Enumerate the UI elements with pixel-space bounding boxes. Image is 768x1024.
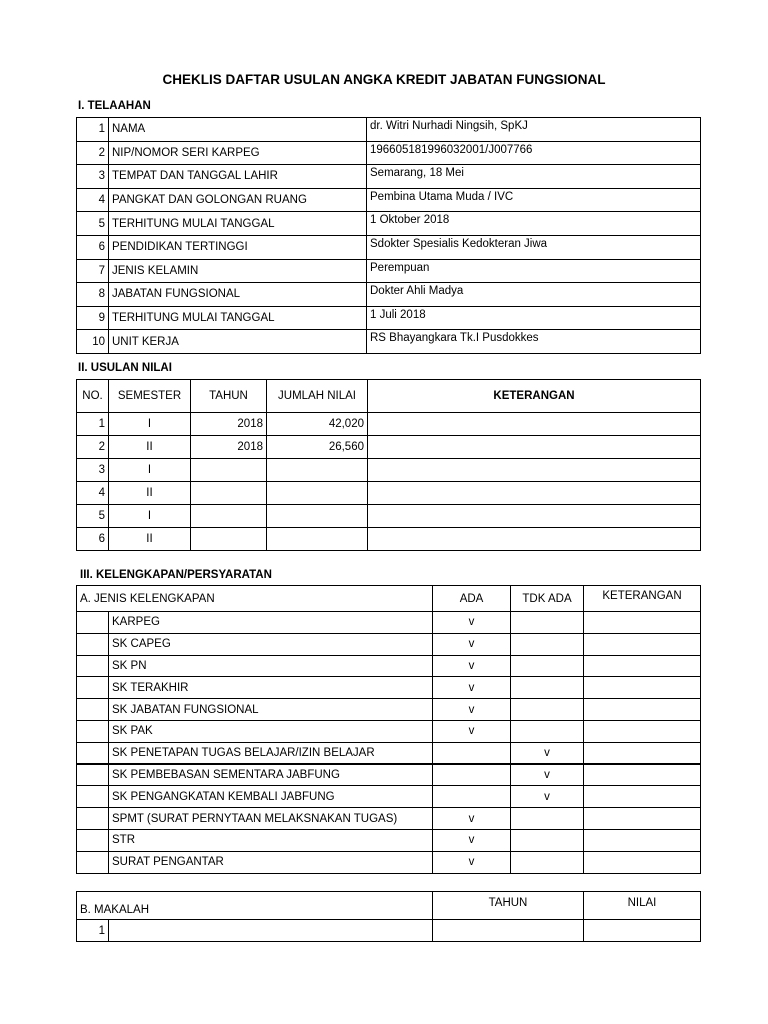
kelengkapan-row (77, 720, 701, 742)
ada-check (433, 764, 511, 786)
tdk-ada-check: v (511, 742, 584, 764)
tahun-cell (191, 459, 267, 482)
row-number: 5 (77, 212, 109, 236)
kelengkapan-name: SURAT PENGANTAR (109, 851, 433, 873)
usulan-row (77, 436, 701, 459)
ada-check: v (433, 699, 511, 721)
tdk-ada-check (511, 829, 584, 851)
makalah-header-row (77, 892, 701, 920)
tdk-ada-check: v (511, 764, 584, 786)
usulan-row (77, 528, 701, 551)
row-number: 3 (77, 459, 109, 482)
row-number: 2 (77, 141, 109, 165)
semester-cell: I (109, 413, 191, 436)
row-number: 3 (77, 165, 109, 189)
telaahan-row (77, 141, 701, 165)
keterangan-cell (584, 829, 701, 851)
kelengkapan-row (77, 851, 701, 873)
kelengkapan-name: SK CAPEG (109, 633, 433, 655)
keterangan-cell (368, 459, 701, 482)
ada-check: v (433, 808, 511, 830)
col-header-tahun: TAHUN (433, 892, 584, 920)
blank-cell (77, 742, 109, 764)
telaahan-row (77, 165, 701, 189)
row-number: 4 (77, 482, 109, 505)
keterangan-cell (368, 413, 701, 436)
row-number: 4 (77, 188, 109, 212)
tahun-cell: 2018 (191, 436, 267, 459)
semester-cell: II (109, 528, 191, 551)
makalah-judul (109, 920, 433, 942)
blank-cell (77, 786, 109, 808)
telaahan-table (76, 117, 701, 354)
ada-check: v (433, 677, 511, 699)
tdk-ada-check (511, 655, 584, 677)
col-header-tdk-ada: TDK ADA (511, 586, 584, 612)
jumlah-nilai-cell: 26,560 (267, 436, 368, 459)
field-value: Semarang, 18 Mei (367, 165, 701, 189)
tdk-ada-check (511, 699, 584, 721)
tahun-cell (191, 505, 267, 528)
field-label: TERHITUNG MULAI TANGGAL (109, 306, 367, 330)
col-header-jenis-kelengkapan: A. JENIS KELENGKAPAN (77, 586, 433, 612)
keterangan-cell (584, 699, 701, 721)
row-number: 5 (77, 505, 109, 528)
tdk-ada-check (511, 808, 584, 830)
kelengkapan-row (77, 699, 701, 721)
field-value: 1 Oktober 2018 (367, 212, 701, 236)
kelengkapan-table (76, 585, 701, 874)
keterangan-cell (584, 742, 701, 764)
kelengkapan-name: SK TERAKHIR (109, 677, 433, 699)
jumlah-nilai-cell (267, 505, 368, 528)
telaahan-row (77, 188, 701, 212)
ada-check: v (433, 829, 511, 851)
kelengkapan-row (77, 808, 701, 830)
section-usulan-heading: II. USULAN NILAI (78, 362, 172, 374)
tahun-cell (191, 482, 267, 505)
tdk-ada-check (511, 677, 584, 699)
kelengkapan-name: SK PENETAPAN TUGAS BELAJAR/IZIN BELAJAR (109, 742, 433, 764)
jumlah-nilai-cell (267, 528, 368, 551)
row-number: 9 (77, 306, 109, 330)
col-header-no: NO. (77, 380, 109, 413)
usulan-row (77, 459, 701, 482)
field-label: UNIT KERJA (109, 330, 367, 354)
kelengkapan-header-row (77, 586, 701, 612)
ada-check: v (433, 655, 511, 677)
row-number: 1 (77, 920, 109, 942)
field-value: Dokter Ahli Madya (367, 283, 701, 307)
field-value: Sdokter Spesialis Kedokteran Jiwa (367, 235, 701, 259)
keterangan-cell (584, 764, 701, 786)
col-header-jumlah-nilai: JUMLAH NILAI (267, 380, 368, 413)
kelengkapan-row (77, 677, 701, 699)
kelengkapan-name: SK PENGANGKATAN KEMBALI JABFUNG (109, 786, 433, 808)
col-header-keterangan: KETERANGAN (368, 380, 701, 413)
tdk-ada-check: v (511, 786, 584, 808)
keterangan-cell (584, 786, 701, 808)
row-number: 6 (77, 235, 109, 259)
usulan-table (76, 379, 701, 551)
tahun-cell (433, 920, 584, 942)
field-value: Perempuan (367, 259, 701, 283)
keterangan-cell (584, 851, 701, 873)
kelengkapan-name: SK PAK (109, 720, 433, 742)
usulan-row (77, 505, 701, 528)
col-header-semester: SEMESTER (109, 380, 191, 413)
keterangan-cell (584, 808, 701, 830)
kelengkapan-row (77, 764, 701, 786)
semester-cell: II (109, 436, 191, 459)
blank-cell (77, 699, 109, 721)
ada-check: v (433, 612, 511, 634)
field-label: TEMPAT DAN TANGGAL LAHIR (109, 165, 367, 189)
keterangan-cell (584, 612, 701, 634)
semester-cell: II (109, 482, 191, 505)
jumlah-nilai-cell: 42,020 (267, 413, 368, 436)
kelengkapan-row (77, 829, 701, 851)
keterangan-cell (584, 655, 701, 677)
kelengkapan-name: SK PEMBEBASAN SEMENTARA JABFUNG (109, 764, 433, 786)
usulan-row (77, 482, 701, 505)
kelengkapan-name: KARPEG (109, 612, 433, 634)
keterangan-cell (584, 720, 701, 742)
ada-check (433, 742, 511, 764)
blank-cell (77, 720, 109, 742)
blank-cell (77, 829, 109, 851)
tdk-ada-check (511, 633, 584, 655)
telaahan-row (77, 212, 701, 236)
telaahan-row (77, 118, 701, 142)
row-number: 6 (77, 528, 109, 551)
col-header-tahun: TAHUN (191, 380, 267, 413)
row-number: 7 (77, 259, 109, 283)
keterangan-cell (368, 482, 701, 505)
ada-check: v (433, 851, 511, 873)
telaahan-row (77, 330, 701, 354)
telaahan-row (77, 283, 701, 307)
blank-cell (77, 851, 109, 873)
kelengkapan-row (77, 633, 701, 655)
tdk-ada-check (511, 851, 584, 873)
field-value: 1 Juli 2018 (367, 306, 701, 330)
section-kelengkapan-heading: III. KELENGKAPAN/PERSYARATAN (80, 569, 272, 581)
kelengkapan-name: SPMT (SURAT PERNYTAAN MELAKSNAKAN TUGAS) (109, 808, 433, 830)
field-label: PENDIDIKAN TERTINGGI (109, 235, 367, 259)
blank-cell (77, 808, 109, 830)
blank-cell (77, 633, 109, 655)
kelengkapan-name: SK JABATAN FUNGSIONAL (109, 699, 433, 721)
row-number: 1 (77, 118, 109, 142)
page-title: CHEKLIS DAFTAR USULAN ANGKA KREDIT JABATAN FUNGSIONAL (162, 72, 606, 87)
row-number: 2 (77, 436, 109, 459)
tahun-cell: 2018 (191, 413, 267, 436)
col-header-nilai: NILAI (584, 892, 701, 920)
kelengkapan-row (77, 655, 701, 677)
row-number: 10 (77, 330, 109, 354)
blank-cell (77, 764, 109, 786)
blank-cell (77, 677, 109, 699)
ada-check: v (433, 633, 511, 655)
field-value: dr. Witri Nurhadi Ningsih, SpKJ (367, 118, 701, 142)
makalah-table (76, 891, 701, 942)
telaahan-row (77, 259, 701, 283)
blank-cell (77, 655, 109, 677)
field-value: 196605181996032001/J007766 (367, 141, 701, 165)
usulan-header-row (77, 380, 701, 413)
tdk-ada-check (511, 612, 584, 634)
keterangan-cell (368, 528, 701, 551)
kelengkapan-row (77, 786, 701, 808)
jumlah-nilai-cell (267, 459, 368, 482)
tahun-cell (191, 528, 267, 551)
field-label: NAMA (109, 118, 367, 142)
blank-cell (77, 612, 109, 634)
makalah-row (77, 920, 701, 942)
tdk-ada-check (511, 720, 584, 742)
semester-cell: I (109, 505, 191, 528)
field-label: JABATAN FUNGSIONAL (109, 283, 367, 307)
field-value: RS Bhayangkara Tk.I Pusdokkes (367, 330, 701, 354)
field-label: NIP/NOMOR SERI KARPEG (109, 141, 367, 165)
col-header-ada: ADA (433, 586, 511, 612)
telaahan-row (77, 306, 701, 330)
kelengkapan-name: STR (109, 829, 433, 851)
nilai-cell (584, 920, 701, 942)
field-label: JENIS KELAMIN (109, 259, 367, 283)
telaahan-row (77, 235, 701, 259)
keterangan-cell (368, 505, 701, 528)
col-header-makalah: B. MAKALAH (77, 892, 433, 920)
jumlah-nilai-cell (267, 482, 368, 505)
section-telaahan-heading: I. TELAAHAN (78, 100, 151, 112)
keterangan-cell (584, 633, 701, 655)
ada-check (433, 786, 511, 808)
kelengkapan-row (77, 742, 701, 764)
keterangan-cell (584, 677, 701, 699)
keterangan-cell (368, 436, 701, 459)
col-header-keterangan: KETERANGAN (584, 586, 701, 612)
row-number: 8 (77, 283, 109, 307)
ada-check: v (433, 720, 511, 742)
semester-cell: I (109, 459, 191, 482)
field-label: PANGKAT DAN GOLONGAN RUANG (109, 188, 367, 212)
row-number: 1 (77, 413, 109, 436)
kelengkapan-name: SK PN (109, 655, 433, 677)
usulan-row (77, 413, 701, 436)
kelengkapan-row (77, 612, 701, 634)
field-label: TERHITUNG MULAI TANGGAL (109, 212, 367, 236)
field-value: Pembina Utama Muda / IVC (367, 188, 701, 212)
